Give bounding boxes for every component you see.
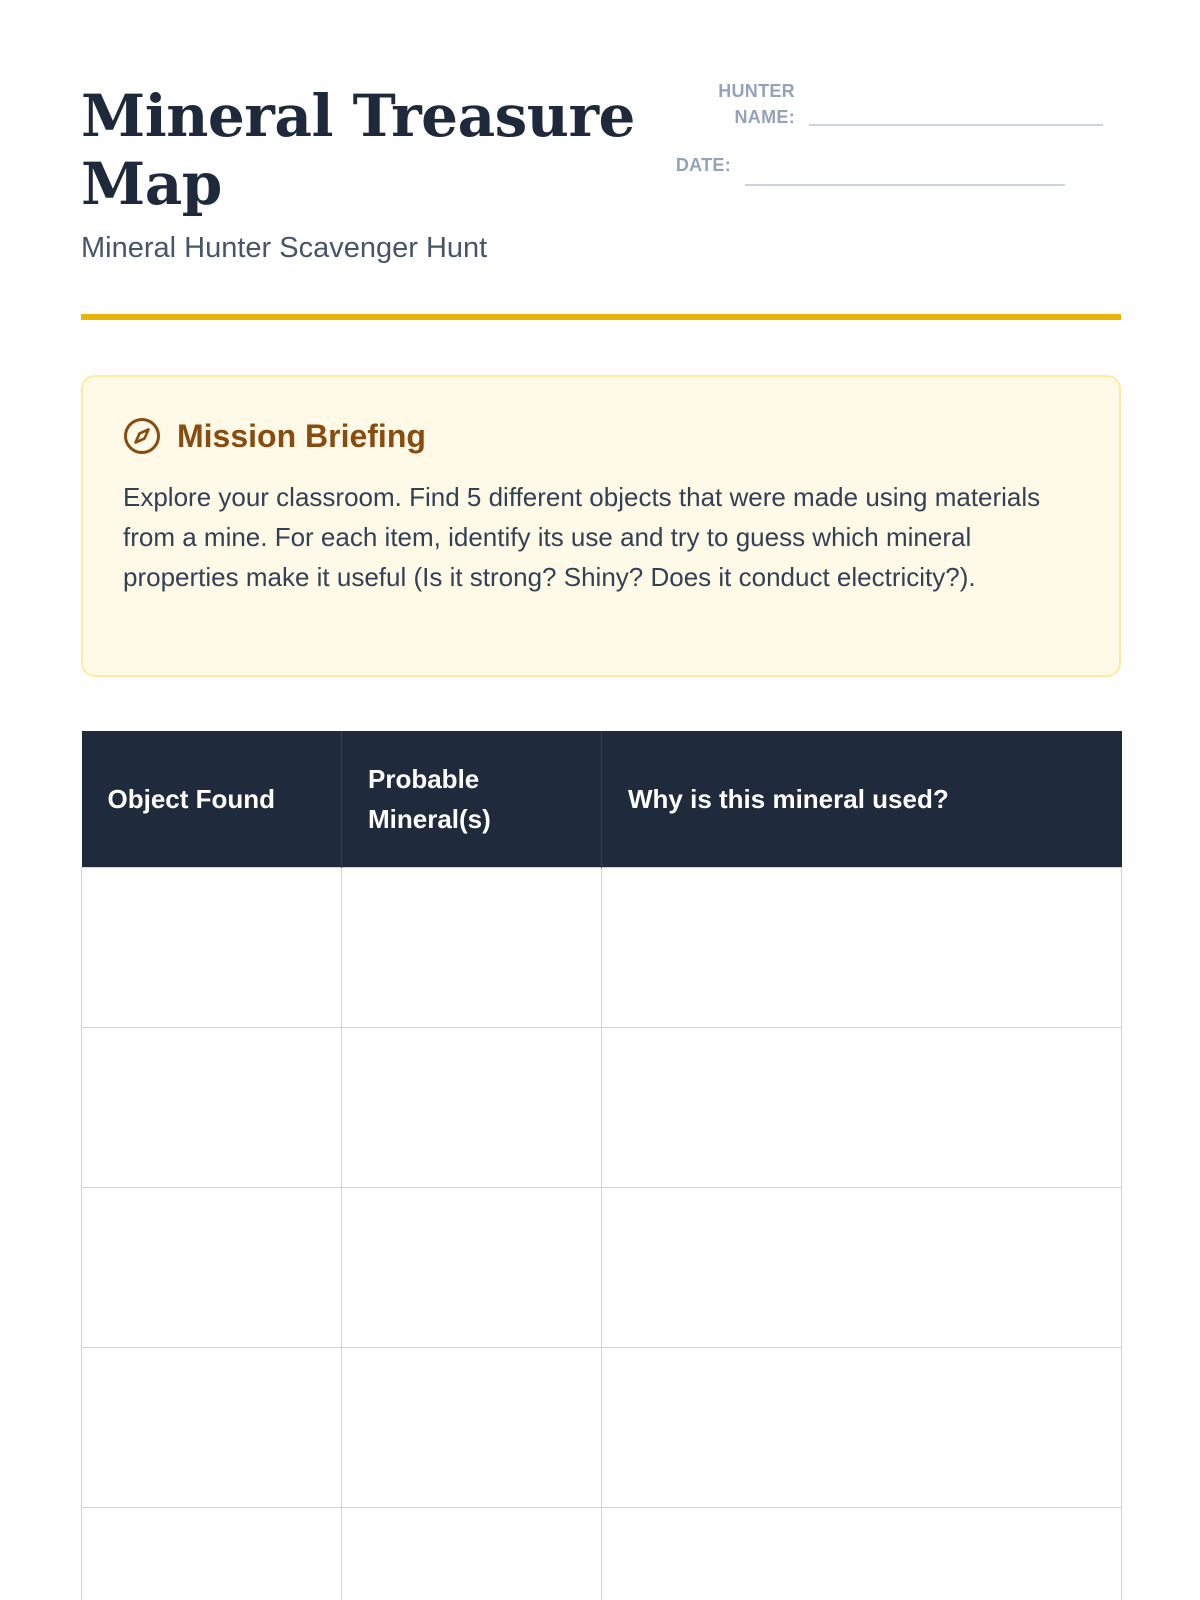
object-cell[interactable] — [82, 1027, 342, 1187]
hunter-name-row — [711, 78, 1103, 130]
date-field[interactable] — [745, 184, 1065, 186]
reason-cell[interactable] — [602, 867, 1122, 1027]
table-row — [82, 867, 1122, 1027]
object-cell[interactable] — [82, 1347, 342, 1507]
table-header-row — [82, 731, 1122, 867]
worksheet-page — [81, 0, 1121, 1600]
mineral-cell[interactable] — [342, 1187, 602, 1347]
worksheet-header — [81, 0, 1121, 322]
compass-icon — [123, 417, 161, 455]
hunter-name-field[interactable] — [809, 124, 1103, 126]
briefing-title: Mission Briefing — [177, 417, 426, 454]
scavenger-hunt-table — [81, 731, 1122, 1600]
mineral-cell[interactable] — [342, 867, 602, 1027]
table-row — [82, 1347, 1122, 1507]
reason-cell[interactable] — [602, 1187, 1122, 1347]
page-subtitle: Mineral Hunter Scavenger Hunt — [81, 232, 488, 264]
object-cell[interactable] — [82, 1187, 342, 1347]
reason-cell[interactable] — [602, 1507, 1122, 1600]
mineral-cell[interactable] — [342, 1027, 602, 1187]
mission-briefing-box — [81, 375, 1121, 677]
mineral-cell[interactable] — [342, 1507, 602, 1600]
page-title: Mineral Treasure Map — [81, 82, 635, 218]
table-row — [82, 1507, 1122, 1600]
column-header-why: Why is this mineral used? — [602, 731, 1122, 867]
object-cell[interactable] — [82, 867, 342, 1027]
date-row — [651, 152, 1065, 178]
reason-cell[interactable] — [602, 1027, 1122, 1187]
briefing-text: Explore your classroom. Find 5 different objects that were made using materials from a mine. For each item, identify its use and try to guess which mineral properties make it useful (Is it strong? Shiny? Does it conduct electricity?). — [123, 482, 1041, 592]
object-cell[interactable] — [82, 1507, 342, 1600]
table-row — [82, 1187, 1122, 1347]
hunter-name-label: HUNTER NAME: — [718, 81, 795, 127]
column-header-object: Object Found — [82, 731, 342, 867]
column-header-mineral: Probable Mineral(s) — [342, 731, 602, 867]
header-divider — [81, 314, 1121, 320]
date-label: DATE: — [675, 155, 731, 175]
reason-cell[interactable] — [602, 1347, 1122, 1507]
mineral-cell[interactable] — [342, 1347, 602, 1507]
briefing-header — [123, 417, 1079, 455]
table-row — [82, 1027, 1122, 1187]
